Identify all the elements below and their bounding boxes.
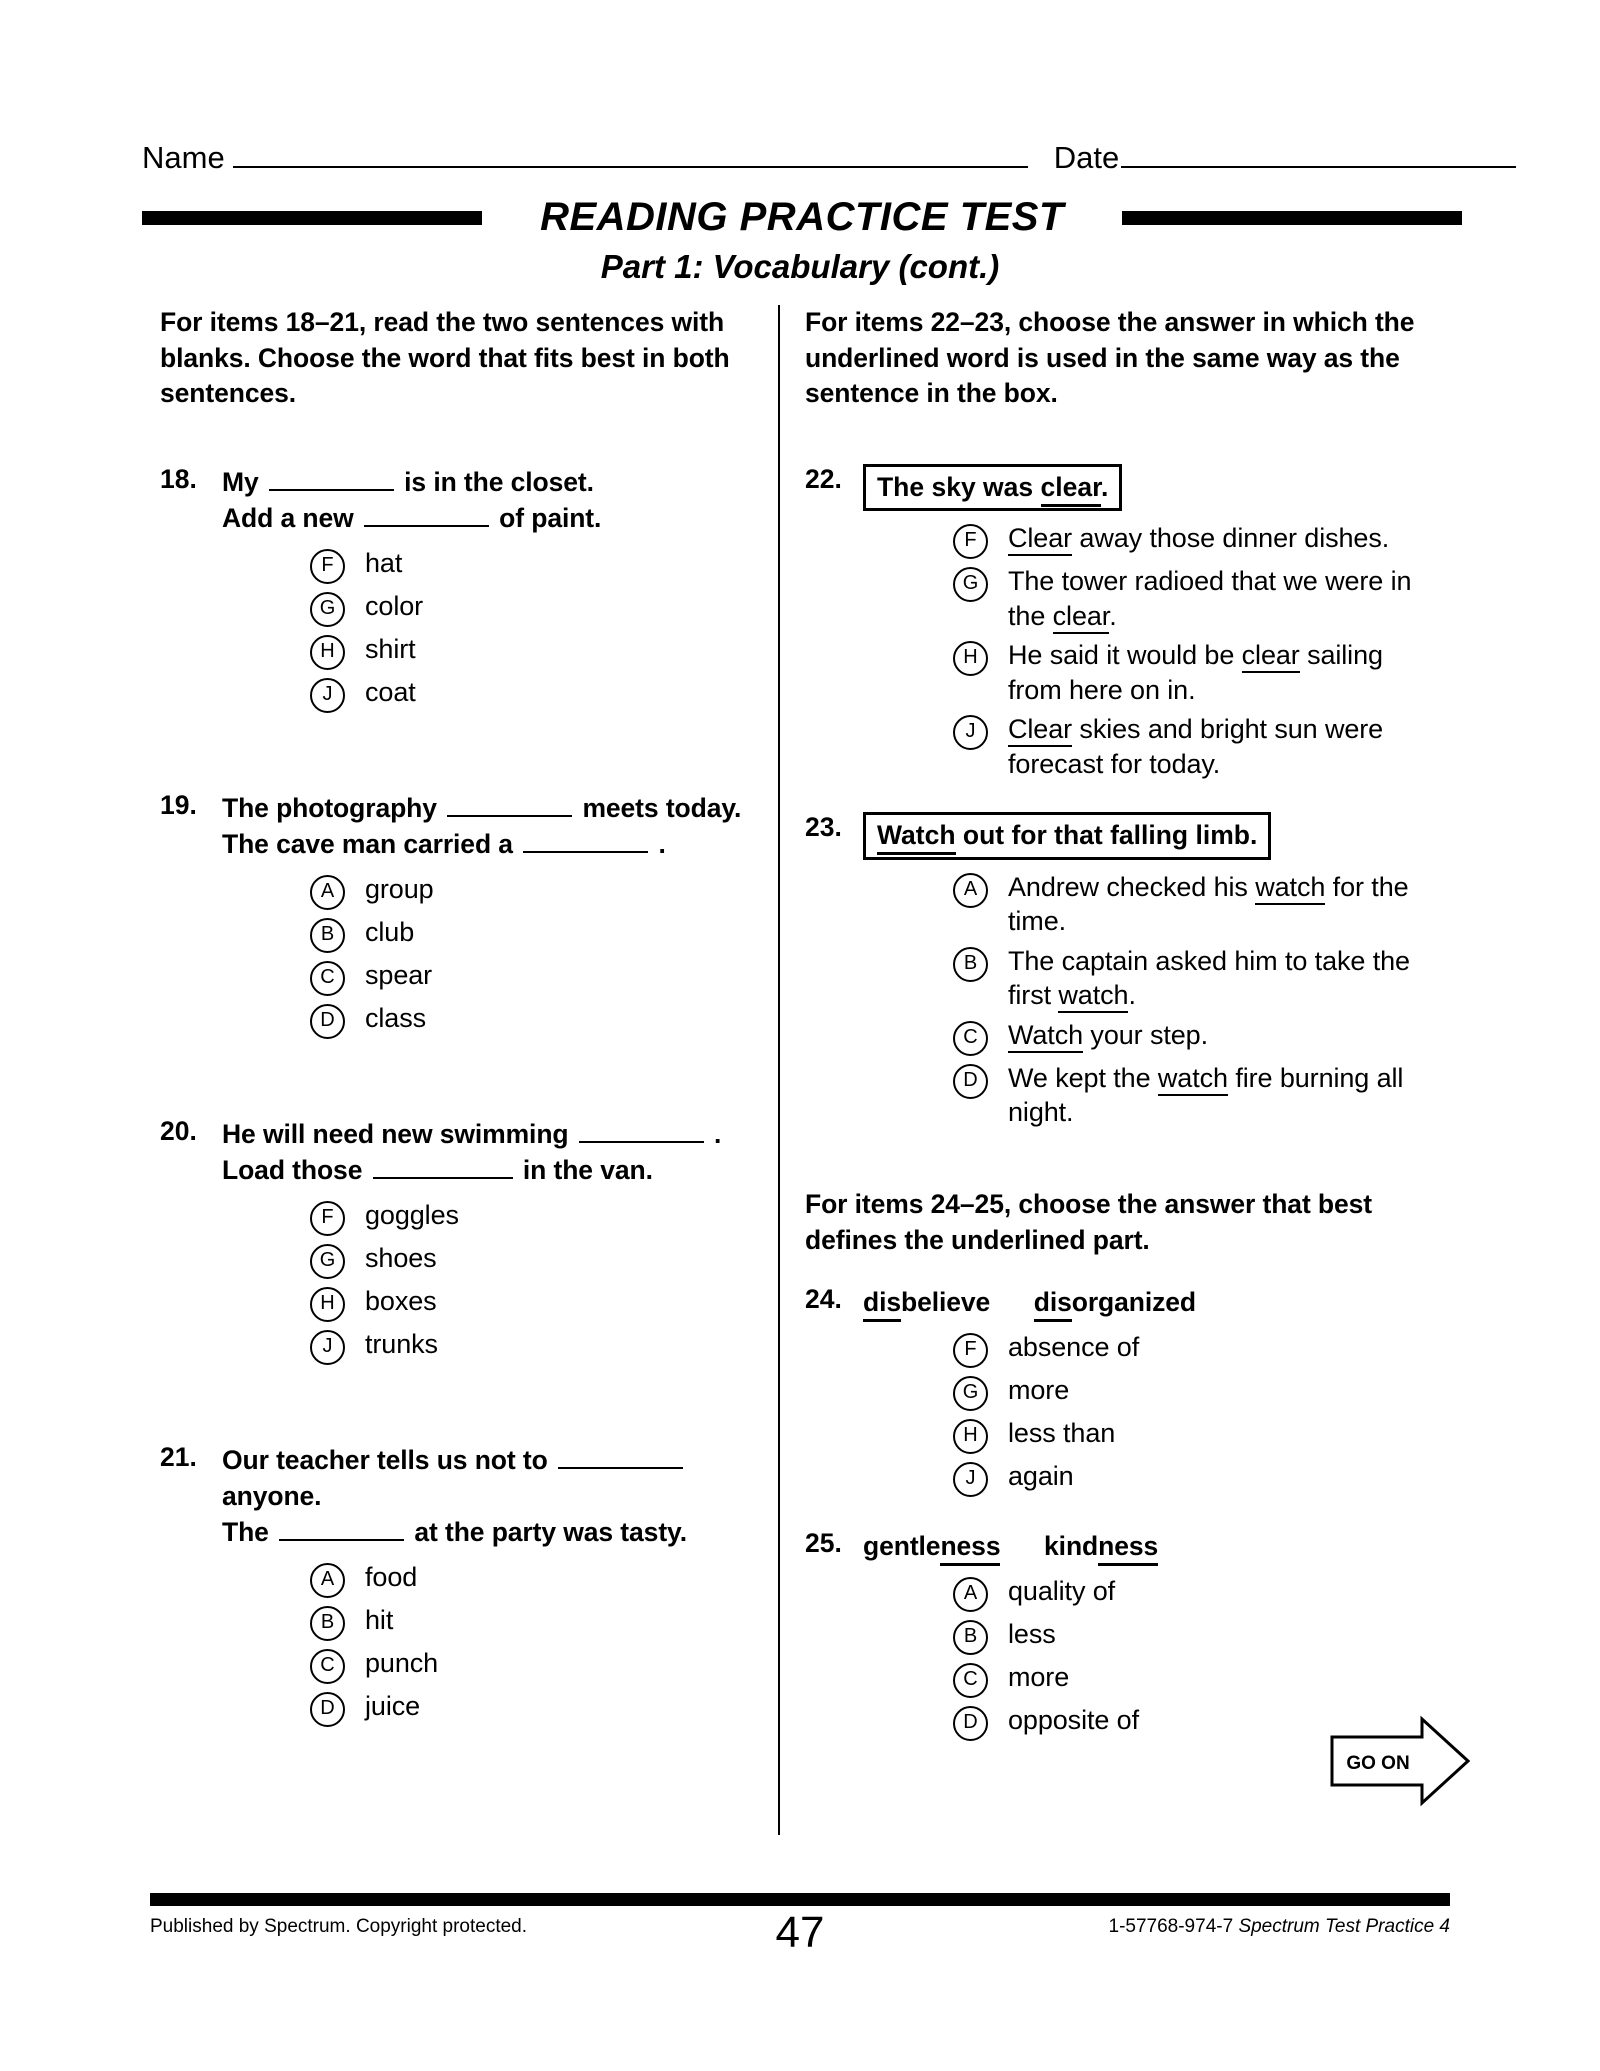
question-stem-line-2	[222, 826, 760, 862]
option-label: goggles	[365, 1199, 459, 1230]
bubble-letter[interactable]: F	[310, 549, 345, 584]
date-label: Date	[1053, 140, 1120, 175]
stem-text: is in the closet.	[404, 466, 594, 497]
option-list	[310, 1560, 760, 1727]
word-pre: gentle	[863, 1531, 941, 1562]
option-label: spear	[365, 959, 433, 990]
option-label	[1008, 712, 1425, 781]
option-label: club	[365, 916, 415, 947]
underlined-prefix: dis	[1034, 1287, 1072, 1322]
bubble-letter[interactable]: D	[310, 1692, 345, 1727]
option-list	[953, 1330, 1425, 1497]
option-label: absence of	[1008, 1332, 1140, 1363]
option-label	[1008, 521, 1389, 556]
option-underlined-word: clear	[1242, 640, 1300, 673]
option-label: group	[365, 873, 434, 904]
stimulus-text-end: .	[1100, 471, 1109, 502]
option-label: shirt	[365, 633, 416, 664]
question-number: 21.	[160, 1441, 197, 1472]
option-a[interactable]	[953, 870, 1425, 939]
date-input-line[interactable]	[1121, 140, 1516, 168]
question-19	[160, 790, 760, 1044]
option-h[interactable]	[310, 1284, 760, 1322]
word-pre: kind	[1044, 1531, 1099, 1562]
option-rest: your step.	[1083, 1019, 1208, 1050]
option-underlined-word: watch	[1158, 1063, 1228, 1096]
option-label: coat	[365, 676, 416, 707]
option-rest: .	[1128, 980, 1136, 1011]
option-list	[310, 546, 760, 713]
option-rest: sailing from here on in.	[1008, 640, 1383, 705]
stimulus-underlined-word: clear	[1041, 472, 1101, 507]
stem-text: My	[222, 466, 259, 497]
footer-series: Spectrum Test Practice 4	[1238, 1916, 1450, 1937]
option-j[interactable]	[310, 1327, 760, 1365]
right-column	[805, 305, 1425, 1746]
question-number: 23.	[805, 812, 842, 843]
option-h[interactable]	[953, 1416, 1425, 1454]
bubble-letter[interactable]: H	[310, 635, 345, 670]
option-label	[1008, 944, 1425, 1013]
bubble-letter[interactable]: D	[310, 1004, 345, 1039]
bubble-letter[interactable]: B	[953, 947, 988, 982]
stem-text: in the van.	[522, 1154, 653, 1185]
stem-text-cont: today.	[665, 792, 742, 823]
question-stem-line-1b	[222, 1478, 760, 1514]
option-rest: for the time.	[1008, 871, 1409, 937]
stimulus-text-end: out for that falling limb.	[955, 820, 1258, 851]
word-rest: organized	[1071, 1287, 1197, 1317]
option-rest: away those dinner dishes.	[1072, 522, 1390, 553]
bubble-letter[interactable]: H	[953, 1419, 988, 1454]
stem-text: The	[222, 1516, 269, 1547]
option-list	[310, 872, 760, 1039]
option-label: punch	[365, 1647, 439, 1678]
column-divider	[778, 305, 780, 1835]
bubble-letter[interactable]: A	[310, 875, 345, 910]
answer-blank[interactable]	[269, 467, 394, 491]
stem-text: He will need new swimming	[222, 1118, 569, 1149]
stem-text: of paint.	[499, 502, 602, 533]
question-stem-line-1	[222, 464, 760, 500]
option-rest: .	[1109, 600, 1117, 631]
question-stem-line-1	[222, 1442, 760, 1478]
option-label: hit	[365, 1604, 394, 1635]
option-underlined-word: Clear	[1008, 714, 1072, 747]
stem-text: Load those	[222, 1154, 363, 1185]
bubble-letter[interactable]: D	[953, 1706, 988, 1741]
option-label: color	[365, 590, 424, 621]
option-c[interactable]	[310, 958, 760, 996]
name-date-row	[142, 140, 1462, 176]
underlined-suffix: ness	[940, 1531, 1000, 1566]
question-25-words	[863, 1528, 1425, 1564]
question-stem-line-2	[222, 1514, 760, 1550]
word-disorganized	[1034, 1287, 1196, 1322]
stem-text: .	[714, 1118, 722, 1149]
name-label: Name	[142, 140, 225, 175]
option-list	[953, 521, 1425, 781]
answer-blank[interactable]	[364, 503, 489, 527]
underlined-prefix: dis	[863, 1287, 901, 1322]
option-label	[1008, 564, 1425, 633]
bubble-letter[interactable]: G	[953, 1376, 988, 1411]
option-g[interactable]	[953, 1373, 1425, 1411]
word-gentleness	[863, 1531, 1000, 1566]
option-underlined-word: Clear	[1008, 523, 1072, 556]
bubble-letter[interactable]: F	[953, 524, 988, 559]
question-25	[805, 1528, 1425, 1746]
option-underlined-word: clear	[1053, 601, 1110, 634]
question-number: 22.	[805, 463, 842, 494]
option-label: shoes	[365, 1242, 437, 1273]
bubble-letter[interactable]: B	[953, 1620, 988, 1655]
option-d[interactable]	[310, 1689, 760, 1727]
option-label: class	[365, 1002, 427, 1033]
option-f[interactable]	[953, 1330, 1425, 1368]
option-c[interactable]	[310, 1646, 760, 1684]
option-f[interactable]	[953, 521, 1425, 559]
question-number: 20.	[160, 1115, 197, 1146]
question-number: 19.	[160, 789, 197, 820]
option-b[interactable]	[953, 1617, 1425, 1655]
option-j[interactable]	[310, 675, 760, 713]
option-underlined-word: watch	[1255, 872, 1325, 905]
option-label	[1008, 1018, 1208, 1053]
answer-blank[interactable]	[279, 1517, 404, 1541]
option-label: hat	[365, 547, 403, 578]
question-number: 18.	[160, 463, 197, 494]
option-pre: The captain asked him to take the first	[1008, 945, 1410, 1011]
question-stem-line-2	[222, 500, 760, 536]
option-list	[310, 1198, 760, 1365]
option-d[interactable]	[953, 1061, 1425, 1130]
option-label: opposite of	[1008, 1705, 1139, 1736]
option-label: food	[365, 1561, 418, 1592]
stimulus-box-22	[863, 464, 1122, 511]
option-pre: We kept the	[1008, 1062, 1158, 1093]
option-label: again	[1008, 1461, 1074, 1492]
option-g[interactable]	[953, 564, 1425, 633]
option-label: less than	[1008, 1418, 1116, 1449]
stem-text: at the party was tasty.	[414, 1516, 687, 1547]
question-stem-line-1	[222, 1116, 760, 1152]
option-label: boxes	[365, 1285, 437, 1316]
bubble-letter[interactable]: H	[310, 1287, 345, 1322]
option-b[interactable]	[310, 915, 760, 953]
option-list	[953, 870, 1425, 1130]
option-b[interactable]	[953, 944, 1425, 1013]
option-pre: He said it would be	[1008, 640, 1242, 671]
answer-blank[interactable]	[523, 829, 648, 853]
bubble-letter[interactable]: G	[953, 567, 988, 602]
stimulus-text: The sky was	[877, 471, 1041, 502]
footer-rule	[150, 1893, 1450, 1906]
option-label	[1008, 1061, 1425, 1130]
option-a[interactable]	[310, 872, 760, 910]
bubble-letter[interactable]: J	[953, 715, 988, 750]
option-label: quality of	[1008, 1576, 1116, 1607]
question-stem-line-2	[222, 1152, 760, 1188]
stem-text: Our teacher tells us not to	[222, 1444, 548, 1475]
option-pre: The tower radioed that we were in the	[1008, 565, 1412, 631]
question-20	[160, 1116, 760, 1370]
bubble-letter[interactable]: B	[310, 918, 345, 953]
stem-text: The photography	[222, 792, 437, 823]
option-g[interactable]	[310, 1241, 760, 1279]
option-c[interactable]	[953, 1660, 1425, 1698]
option-j[interactable]	[953, 712, 1425, 781]
option-a[interactable]	[310, 1560, 760, 1598]
bubble-letter[interactable]: C	[310, 1649, 345, 1684]
option-g[interactable]	[310, 589, 760, 627]
word-kindness	[1044, 1531, 1158, 1566]
bubble-letter[interactable]: G	[310, 1244, 345, 1279]
footer-isbn: 1-57768-974-7	[1108, 1916, 1234, 1937]
question-24	[805, 1284, 1425, 1502]
bubble-letter[interactable]: B	[310, 1606, 345, 1641]
bubble-letter[interactable]: C	[953, 1021, 988, 1056]
footer-page-number: 47	[775, 1908, 825, 1957]
answer-blank[interactable]	[373, 1155, 513, 1179]
option-pre: Andrew checked his	[1008, 871, 1256, 902]
arrow-right-icon	[1330, 1715, 1470, 1807]
bubble-letter[interactable]: H	[953, 641, 988, 676]
bubble-letter[interactable]: C	[310, 961, 345, 996]
stem-text-cont: anyone.	[222, 1480, 322, 1511]
option-label	[1008, 870, 1425, 939]
question-24-words	[863, 1284, 1425, 1320]
title-rule-right	[1122, 211, 1462, 225]
option-underlined-word: watch	[1058, 980, 1128, 1013]
page-title: READING PRACTICE TEST	[540, 195, 1064, 239]
answer-blank[interactable]	[579, 1119, 704, 1143]
page-subtitle: Part 1: Vocabulary (cont.)	[600, 248, 1000, 285]
question-21	[160, 1442, 760, 1732]
name-input-line[interactable]	[233, 140, 1028, 168]
option-j[interactable]	[953, 1459, 1425, 1497]
bubble-letter[interactable]: A	[953, 873, 988, 908]
option-label: juice	[365, 1690, 421, 1721]
stimulus-box-23	[863, 812, 1271, 859]
two-column-body	[0, 305, 1600, 1845]
stem-text: meets	[582, 792, 659, 823]
bubble-letter[interactable]: F	[953, 1333, 988, 1368]
directions-24-25: For items 24–25, choose the answer that best defines the underlined part.	[805, 1189, 1373, 1255]
left-column	[160, 305, 760, 1732]
bubble-letter[interactable]: C	[953, 1663, 988, 1698]
question-stem-line-1	[222, 790, 760, 826]
option-underlined-word: Watch	[1008, 1020, 1083, 1053]
directions-18-21: For items 18–21, read the two sentences with blanks. Choose the word that fits best in both sentences.	[160, 307, 730, 408]
bubble-letter[interactable]: J	[310, 678, 345, 713]
option-c[interactable]	[953, 1018, 1425, 1056]
question-18	[160, 464, 760, 718]
option-f[interactable]	[310, 546, 760, 584]
question-number: 25.	[805, 1528, 842, 1559]
bubble-letter[interactable]: J	[310, 1330, 345, 1365]
question-number: 24.	[805, 1284, 842, 1314]
test-title-row	[142, 195, 1462, 240]
answer-blank[interactable]	[447, 793, 572, 817]
option-b[interactable]	[310, 1603, 760, 1641]
question-22	[805, 464, 1425, 787]
option-label: less	[1008, 1619, 1056, 1650]
stem-text: .	[658, 828, 666, 859]
directions-22-23: For items 22–23, choose the answer in which the underlined word is used in the same way as the sentence in the box.	[805, 307, 1415, 408]
bubble-letter[interactable]: D	[953, 1064, 988, 1099]
page-footer	[150, 1908, 1450, 1957]
option-d[interactable]	[310, 1001, 760, 1039]
option-rest: fire burning all night.	[1008, 1062, 1404, 1128]
underlined-suffix: ness	[1098, 1531, 1158, 1566]
option-rest: skies and bright sun were forecast for today.	[1008, 714, 1384, 779]
option-f[interactable]	[310, 1198, 760, 1236]
go-on-arrow	[1330, 1715, 1470, 1807]
answer-blank[interactable]	[558, 1445, 683, 1469]
option-h[interactable]	[310, 632, 760, 670]
bubble-letter[interactable]: J	[953, 1462, 988, 1497]
title-rule-left	[142, 211, 482, 225]
go-on-label: GO ON	[1346, 1753, 1410, 1774]
stem-text: Add a new	[222, 502, 354, 533]
bubble-letter[interactable]: A	[310, 1563, 345, 1598]
stem-text: The cave man carried a	[222, 828, 513, 859]
option-h[interactable]	[953, 638, 1425, 707]
option-label: more	[1008, 1375, 1070, 1406]
bubble-letter[interactable]: G	[310, 592, 345, 627]
stimulus-underlined-word: Watch	[877, 820, 956, 855]
word-disbelieve	[863, 1287, 990, 1322]
option-label	[1008, 638, 1425, 707]
question-23	[805, 812, 1425, 1135]
word-rest: believe	[901, 1287, 991, 1317]
option-label: more	[1008, 1662, 1070, 1693]
bubble-letter[interactable]: F	[310, 1201, 345, 1236]
footer-publisher: Published by Spectrum. Copyright protected.	[150, 1916, 528, 1937]
option-a[interactable]	[953, 1574, 1425, 1612]
option-label: trunks	[365, 1328, 438, 1359]
bubble-letter[interactable]: A	[953, 1577, 988, 1612]
